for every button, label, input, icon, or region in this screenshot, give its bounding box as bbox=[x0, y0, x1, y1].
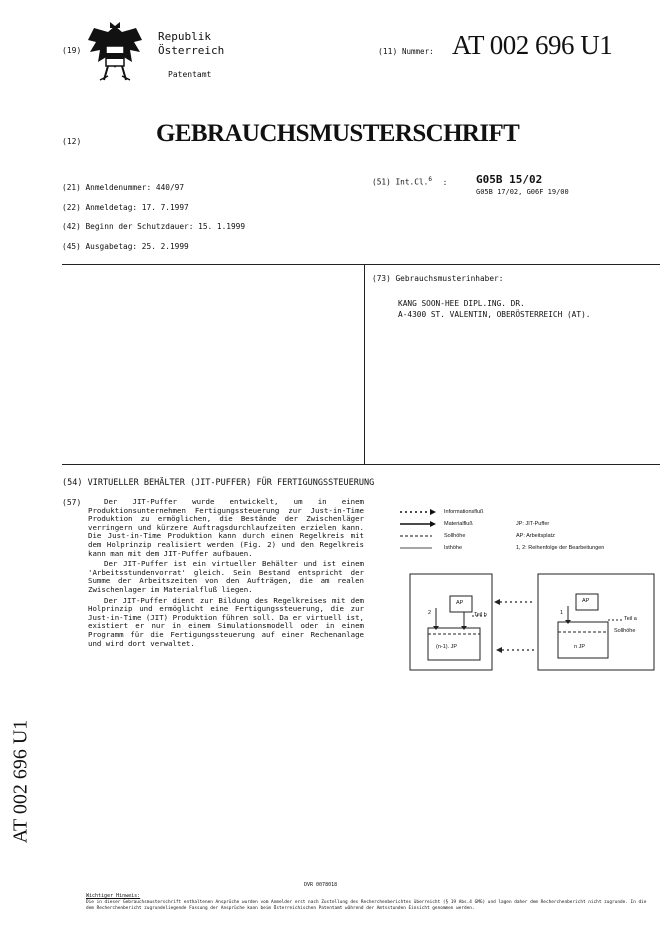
owner-address: A-4300 ST. VALENTIN, OBERÖSTERREICH (AT). bbox=[398, 310, 591, 319]
inid-12: (12) bbox=[62, 137, 82, 146]
notice-heading: Wichtiger Hinweis: bbox=[86, 893, 141, 899]
right-sequence-number: 1 bbox=[560, 610, 564, 616]
right-ap-label: AP bbox=[582, 598, 590, 604]
legend-label: Sollhöhe bbox=[444, 533, 466, 539]
left-ap-label: AP bbox=[456, 600, 464, 606]
abstract-paragraph: Der JIT-Puffer ist ein virtueller Behälter und ist einem 'Arbeitsstundenvorrat' gleich. Sein Bestand entspricht der Summe der Arbeitszeiten von den Aufträgen, die am realen Zwischenlager im Materialfluß liegen. bbox=[88, 559, 364, 594]
left-jp-label: (n-1). JP bbox=[436, 644, 458, 650]
owner-name: KANG SOON-HEE DIPL.ING. DR. bbox=[398, 299, 525, 308]
patent-office: Patentamt bbox=[168, 70, 212, 79]
figure-lines bbox=[408, 572, 658, 674]
legend-label: Isthöhe bbox=[444, 545, 463, 551]
right-part-label: Teil a bbox=[624, 616, 637, 622]
invention-title: VIRTUELLER BEHÄLTER (JIT-PUFFER) FÜR FERTIGUNGSSTEUERUNG bbox=[87, 478, 375, 488]
figure-legend bbox=[398, 508, 660, 562]
control-loop-figure bbox=[408, 572, 658, 674]
legend-label: Informationsfluß bbox=[444, 509, 484, 515]
left-sequence-number: 2 bbox=[428, 610, 432, 616]
legend-label: Materialfluß bbox=[444, 521, 473, 527]
issue-date: (45) Ausgabetag: 25. 2.1999 bbox=[62, 241, 189, 251]
inid-54: (54) bbox=[62, 478, 83, 488]
document-number: AT 002 696 U1 bbox=[452, 30, 613, 60]
application-number: (21) Anmeldenummer: 440/97 bbox=[62, 183, 185, 192]
abstract-paragraph: Der JIT-Puffer dient zur Bildung des Regelkreises mit dem Holprinzip und ermöglicht eine Fertigungssteuerung, die zur Just-in-Time (JIT) Produktion führen soll. Da er virtuell ist, existiert er nur in einem Simulationsmodell oder in einem Programm für die Fertigungssteuerung auf einer Rechenanlage und wird dort verwaltet. bbox=[88, 595, 364, 648]
legend-right-label: AP: Arbeitsplatz bbox=[516, 533, 555, 539]
side-document-number: AT 002 696 U1 bbox=[9, 719, 32, 844]
right-jp-label: n JP bbox=[574, 644, 586, 650]
divider-bottom bbox=[62, 464, 660, 465]
notice-text: Die in dieser Gebrauchsmusterschrift enthaltenen Ansprüche wurden vom Anmelder erst nach Zustellung des Recherchenberichtes überreicht (§ 19 Abs.4 GMG) und lagen daher dem Recherchenbericht nicht zugrunde. In die dem Recherchenbericht zugrundeliegende Fassung der Ansprüche kann beim Österreichischen Patentamt während der Amtsstunden Einsicht genommen werden. bbox=[86, 900, 647, 911]
ipc-colon: : bbox=[442, 177, 448, 187]
austrian-eagle-emblem-icon bbox=[84, 20, 146, 86]
document-title: GEBRAUCHSMUSTERSCHRIFT bbox=[156, 120, 520, 147]
protection-start: (42) Beginn der Schutzdauer: 15. 1.1999 bbox=[62, 222, 246, 231]
inid-11: (11) bbox=[378, 47, 398, 56]
dvr-code: DVR 0078018 bbox=[304, 882, 338, 888]
divider-top bbox=[62, 264, 660, 265]
country-line1: Republik bbox=[158, 30, 211, 43]
left-part-label: Teil b bbox=[474, 612, 487, 618]
ipc-edition: 6 bbox=[428, 176, 432, 183]
ipc-main: G05B 15/02 bbox=[476, 173, 543, 186]
inid-57: (57) bbox=[62, 498, 82, 507]
ipc-label: (51) Int.Cl. bbox=[372, 177, 429, 187]
ipc-secondary: G05B 17/02, G06F 19/00 bbox=[476, 188, 569, 196]
country-line2: Österreich bbox=[158, 44, 225, 57]
legend-right-label: JP: JIT-Puffer bbox=[516, 521, 550, 527]
inid-19: (19) bbox=[62, 46, 82, 55]
number-label: Nummer: bbox=[402, 47, 434, 56]
legend-symbols bbox=[398, 508, 438, 558]
legend-right-label: 1, 2: Reihenfolge der Bearbeitungen bbox=[516, 545, 605, 551]
application-date: (22) Anmeldetag: 17. 7.1997 bbox=[62, 202, 189, 212]
target-level-label: Sollhöhe bbox=[614, 628, 636, 634]
divider-vertical bbox=[364, 264, 365, 464]
abstract-text bbox=[88, 498, 364, 650]
owner-label: (73) Gebrauchsmusterinhaber: bbox=[372, 274, 504, 283]
abstract-paragraph: Der JIT-Puffer wurde entwickelt, um in einem Produktionsunternehmen Fertigungssteuerung zur Just-in-Time Produktion zu ermöglichen, die Bestände der Zwischenläger verringern und kürzere Auftragsdurchlaufzeiten erzielen kann. Die Just-in-Time Produktion kann durch einen Regelkreis mit dem Holprinzip realisiert werden (Fig. 2) und den Regelkreis kann man mit dem JIT-Puffer aufbauen. bbox=[88, 497, 364, 558]
